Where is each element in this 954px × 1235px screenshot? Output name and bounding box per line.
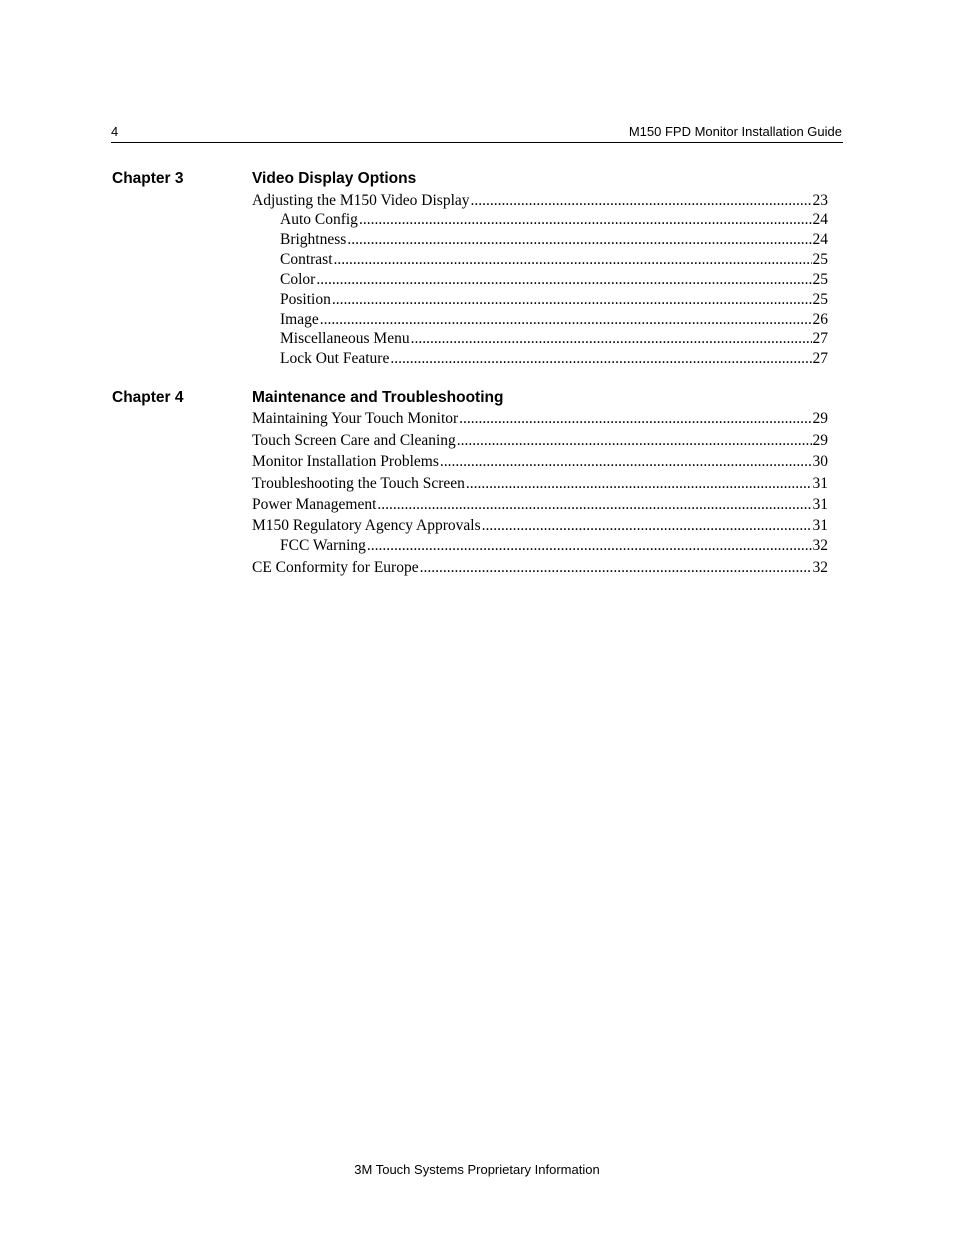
- toc-entry-text: Miscellaneous Menu: [280, 330, 410, 347]
- toc-entry-text: Image: [280, 311, 319, 328]
- chapter-label: Chapter 4: [112, 389, 184, 406]
- toc-leader-dots: [471, 192, 812, 210]
- toc-leader-dots: [316, 271, 811, 289]
- toc-entry-page: 32: [812, 537, 828, 554]
- toc-entry-text: Troubleshooting the Touch Screen: [252, 475, 465, 492]
- toc-entry-text: Auto Config: [280, 211, 358, 228]
- chapter-title: Maintenance and Troubleshooting: [252, 389, 504, 406]
- toc-leader-dots: [420, 559, 812, 577]
- toc-leader-dots: [440, 453, 812, 471]
- toc-leader-dots: [347, 231, 811, 249]
- toc-entry-page: 25: [812, 251, 828, 268]
- toc-entry-text: CE Conformity for Europe: [252, 559, 419, 576]
- toc-entry-page: 32: [812, 559, 828, 576]
- toc-entry-page: 31: [812, 517, 828, 534]
- toc-entry[interactable]: [252, 496, 828, 514]
- toc-entry-text: Color: [280, 271, 316, 288]
- toc-entry-page: 31: [812, 496, 828, 513]
- page-number: 4: [111, 124, 119, 139]
- toc-entry[interactable]: [280, 271, 828, 289]
- toc-entry-text: Position: [280, 291, 331, 308]
- toc-entry[interactable]: [252, 410, 828, 428]
- toc-entry[interactable]: [280, 231, 828, 249]
- toc-leader-dots: [466, 475, 812, 493]
- toc-entry-page: 25: [812, 291, 828, 308]
- toc-leader-dots: [359, 211, 812, 229]
- toc-entry[interactable]: [252, 559, 828, 577]
- document-title: M150 FPD Monitor Installation Guide: [628, 124, 842, 139]
- toc-entry-page: 29: [812, 432, 828, 449]
- toc-entry-page: 30: [812, 453, 828, 470]
- toc-entry[interactable]: [280, 330, 828, 348]
- toc-entry[interactable]: [280, 211, 828, 229]
- toc-leader-dots: [377, 496, 811, 514]
- toc-entry[interactable]: [280, 537, 828, 555]
- toc-entry-page: 23: [812, 192, 828, 209]
- toc-entry-text: Power Management: [252, 496, 377, 513]
- toc-entry-page: 31: [812, 475, 828, 492]
- toc-entry[interactable]: [252, 453, 828, 471]
- toc-entry[interactable]: [280, 251, 828, 269]
- toc-entry-text: Brightness: [280, 231, 347, 248]
- toc-entry-text: Touch Screen Care and Cleaning: [252, 432, 456, 449]
- page-header: [111, 123, 843, 143]
- toc-entry-page: 24: [812, 211, 828, 228]
- page-footer: 3M Touch Systems Proprietary Information: [354, 1162, 600, 1177]
- toc-entry-page: 27: [812, 330, 828, 347]
- chapter-title: Video Display Options: [252, 170, 417, 187]
- toc-entry-text: Lock Out Feature: [280, 350, 390, 367]
- toc-leader-dots: [482, 517, 812, 535]
- toc-entry-page: 26: [812, 311, 828, 328]
- toc-entry-page: 24: [812, 231, 828, 248]
- toc-entry[interactable]: [252, 432, 828, 450]
- toc-leader-dots: [457, 432, 812, 450]
- toc-entry[interactable]: [252, 517, 828, 535]
- toc-entry-text: Adjusting the M150 Video Display: [252, 192, 470, 209]
- toc-leader-dots: [332, 291, 812, 309]
- toc-entry[interactable]: [280, 350, 828, 368]
- chapter-label: Chapter 3: [112, 170, 184, 187]
- toc-entry-text: Monitor Installation Problems: [252, 453, 439, 470]
- toc-leader-dots: [390, 350, 811, 368]
- toc-entry-page: 29: [812, 410, 828, 427]
- toc-entry-text: FCC Warning: [280, 537, 366, 554]
- toc-entry-page: 25: [812, 271, 828, 288]
- toc-entry-page: 27: [812, 350, 828, 367]
- toc-entry[interactable]: [252, 475, 828, 493]
- toc-leader-dots: [411, 330, 812, 348]
- toc-entry[interactable]: [280, 291, 828, 309]
- toc-leader-dots: [334, 251, 812, 269]
- toc-entry-text: Maintaining Your Touch Monitor: [252, 410, 459, 427]
- toc-entry[interactable]: [252, 192, 828, 210]
- toc-entry-text: M150 Regulatory Agency Approvals: [252, 517, 481, 534]
- toc-leader-dots: [320, 311, 812, 329]
- toc-entry-text: Contrast: [280, 251, 333, 268]
- toc-leader-dots: [367, 537, 812, 555]
- toc-entry[interactable]: [280, 311, 828, 329]
- toc-leader-dots: [459, 410, 811, 428]
